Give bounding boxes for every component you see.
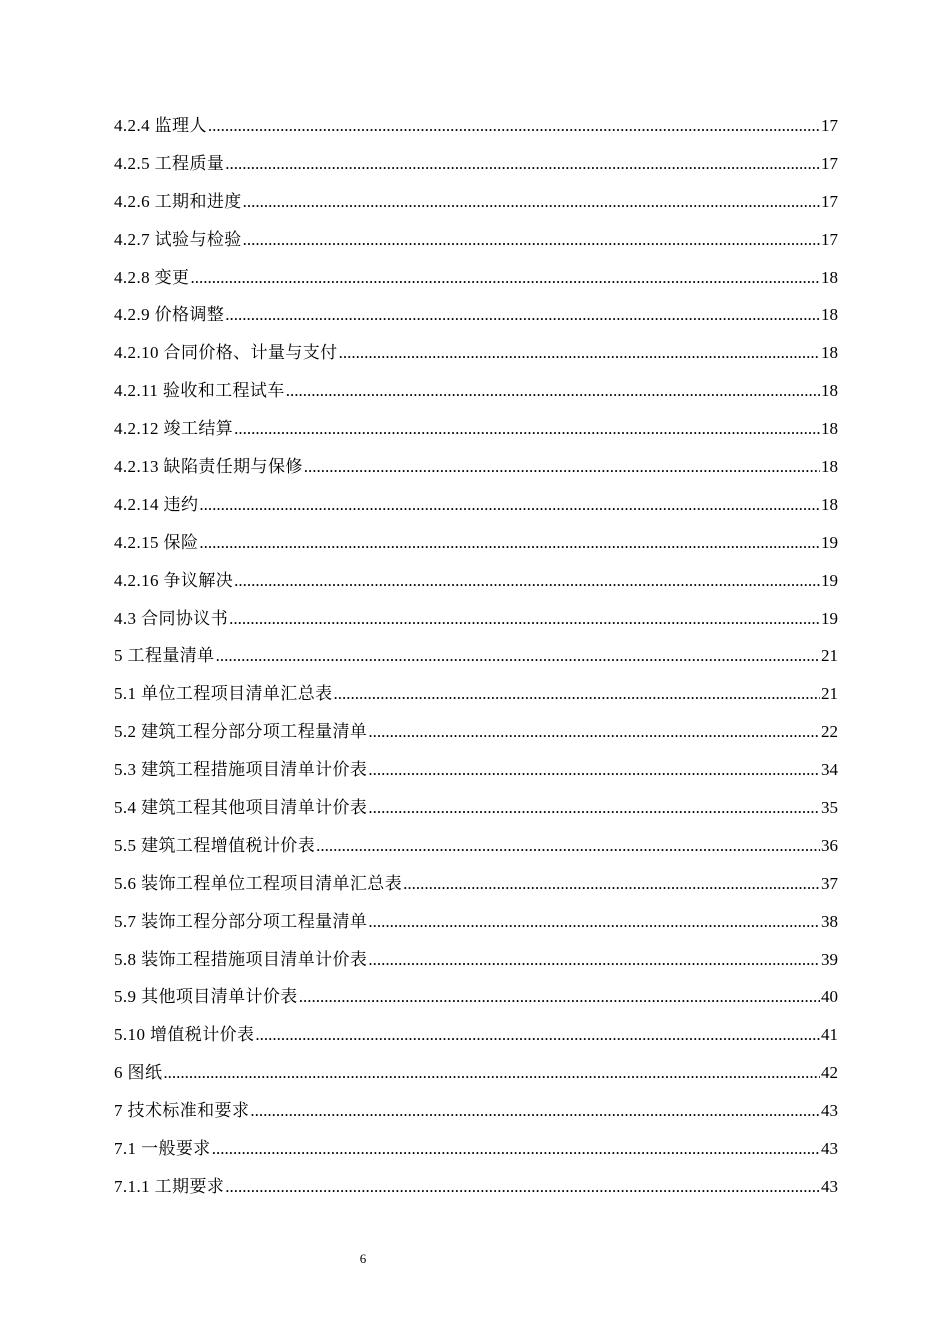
toc-dot-leader bbox=[299, 978, 820, 1016]
toc-entry-title: 5.5 建筑工程增值税计价表 bbox=[114, 835, 316, 855]
toc-entry-title: 5.6 装饰工程单位工程项目清单汇总表 bbox=[114, 873, 403, 893]
toc-entry-title: 4.2.6 工期和进度 bbox=[114, 191, 242, 211]
toc-entry[interactable] bbox=[114, 448, 838, 486]
toc-entry-page: 39 bbox=[821, 949, 838, 969]
toc-entry-page: 35 bbox=[821, 798, 838, 818]
table-of-contents bbox=[114, 107, 838, 1206]
toc-entry-page: 18 bbox=[821, 419, 838, 439]
toc-entry[interactable] bbox=[114, 524, 838, 562]
toc-entry-title: 4.2.5 工程质量 bbox=[114, 153, 225, 173]
toc-entry-title: 4.2.13 缺陷责任期与保修 bbox=[114, 457, 303, 477]
toc-dot-leader bbox=[368, 713, 820, 751]
toc-dot-leader bbox=[243, 221, 820, 259]
toc-entry[interactable] bbox=[114, 486, 838, 524]
toc-entry-page: 21 bbox=[821, 684, 838, 704]
toc-entry[interactable] bbox=[114, 145, 838, 183]
toc-entry[interactable] bbox=[114, 1130, 838, 1168]
toc-dot-leader bbox=[234, 562, 820, 600]
toc-entry-title: 4.2.4 监理人 bbox=[114, 116, 207, 135]
toc-dot-leader bbox=[208, 107, 820, 145]
toc-dot-leader bbox=[368, 941, 820, 979]
toc-entry-page: 38 bbox=[821, 911, 838, 931]
toc-entry-title: 5.2 建筑工程分部分项工程量清单 bbox=[114, 722, 368, 742]
toc-entry-title: 4.2.16 争议解决 bbox=[114, 570, 234, 590]
toc-dot-leader bbox=[190, 259, 820, 297]
toc-entry-page: 36 bbox=[821, 835, 838, 855]
toc-entry-title: 6 图纸 bbox=[114, 1063, 163, 1083]
toc-entry[interactable] bbox=[114, 1016, 838, 1054]
toc-dot-leader bbox=[234, 410, 820, 448]
toc-dot-leader bbox=[334, 675, 821, 713]
toc-dot-leader bbox=[216, 637, 820, 675]
toc-entry-page: 43 bbox=[821, 1101, 838, 1121]
toc-dot-leader bbox=[304, 448, 820, 486]
toc-entry[interactable] bbox=[114, 334, 838, 372]
toc-entry-title: 4.2.15 保险 bbox=[114, 532, 199, 552]
toc-dot-leader bbox=[225, 296, 820, 334]
toc-dot-leader bbox=[225, 145, 820, 183]
page-number: 6 bbox=[359, 1251, 367, 1266]
toc-entry-title: 4.2.7 试验与检验 bbox=[114, 229, 242, 249]
toc-entry-title: 5 工程量清单 bbox=[114, 646, 215, 666]
toc-entry-page: 19 bbox=[821, 532, 838, 552]
toc-entry-page: 42 bbox=[821, 1063, 838, 1083]
toc-dot-leader bbox=[250, 1092, 820, 1130]
toc-entry-page: 17 bbox=[821, 153, 838, 173]
toc-entry-page: 37 bbox=[821, 873, 838, 893]
toc-entry[interactable] bbox=[114, 259, 838, 297]
toc-entry-page: 19 bbox=[821, 608, 838, 628]
toc-entry[interactable] bbox=[114, 978, 838, 1016]
toc-entry-title: 5.9 其他项目清单计价表 bbox=[114, 987, 298, 1007]
toc-entry-title: 7.1 一般要求 bbox=[114, 1139, 211, 1159]
toc-entry[interactable] bbox=[114, 183, 838, 221]
toc-entry[interactable] bbox=[114, 410, 838, 448]
toc-entry[interactable] bbox=[114, 600, 838, 638]
toc-entry-page: 18 bbox=[821, 494, 838, 514]
toc-entry-title: 4.2.11 验收和工程试车 bbox=[114, 381, 285, 401]
toc-dot-leader bbox=[286, 372, 820, 410]
toc-entry[interactable] bbox=[114, 827, 838, 865]
toc-entry-page: 21 bbox=[821, 646, 838, 666]
toc-entry-page: 18 bbox=[821, 343, 838, 363]
toc-entry[interactable] bbox=[114, 637, 838, 675]
toc-dot-leader bbox=[163, 1054, 820, 1092]
toc-dot-leader bbox=[403, 865, 820, 903]
toc-dot-leader bbox=[212, 1130, 820, 1168]
toc-dot-leader bbox=[339, 334, 820, 372]
toc-entry-page: 34 bbox=[821, 760, 838, 780]
toc-entry-title: 4.2.14 违约 bbox=[114, 494, 199, 514]
toc-entry-title: 4.2.12 竣工结算 bbox=[114, 419, 234, 439]
toc-entry[interactable] bbox=[114, 941, 838, 979]
toc-entry-page: 41 bbox=[821, 1025, 838, 1045]
toc-dot-leader bbox=[229, 600, 820, 638]
toc-entry-title: 7 技术标准和要求 bbox=[114, 1101, 250, 1121]
toc-dot-leader bbox=[368, 751, 820, 789]
toc-entry-title: 5.10 增值税计价表 bbox=[114, 1025, 255, 1045]
toc-entry-page: 18 bbox=[821, 267, 838, 287]
toc-entry-page: 17 bbox=[821, 191, 838, 211]
toc-dot-leader bbox=[255, 1016, 820, 1054]
toc-entry-page: 40 bbox=[821, 987, 838, 1007]
toc-entry[interactable] bbox=[114, 372, 838, 410]
toc-entry-page: 17 bbox=[821, 116, 838, 135]
toc-entry-title: 5.3 建筑工程措施项目清单计价表 bbox=[114, 760, 368, 780]
toc-dot-leader bbox=[199, 486, 820, 524]
toc-dot-leader bbox=[199, 524, 820, 562]
toc-entry-page: 43 bbox=[821, 1139, 838, 1159]
toc-entry[interactable] bbox=[114, 1168, 838, 1206]
toc-entry-title: 4.2.8 变更 bbox=[114, 267, 190, 287]
toc-dot-leader bbox=[316, 827, 820, 865]
toc-dot-leader bbox=[243, 183, 820, 221]
toc-dot-leader bbox=[225, 1168, 820, 1206]
toc-entry-title: 5.1 单位工程项目清单汇总表 bbox=[114, 684, 333, 704]
toc-entry[interactable] bbox=[114, 221, 838, 259]
toc-entry-page: 19 bbox=[821, 570, 838, 590]
toc-entry-title: 4.2.9 价格调整 bbox=[114, 305, 225, 325]
toc-entry-page: 17 bbox=[821, 229, 838, 249]
toc-entry[interactable] bbox=[114, 562, 838, 600]
toc-entry[interactable] bbox=[114, 865, 838, 903]
toc-entry[interactable] bbox=[114, 903, 838, 941]
toc-entry[interactable] bbox=[114, 107, 838, 145]
toc-dot-leader bbox=[368, 903, 820, 941]
toc-entry-title: 5.8 装饰工程措施项目清单计价表 bbox=[114, 949, 368, 969]
toc-dot-leader bbox=[368, 789, 820, 827]
toc-entry[interactable] bbox=[114, 789, 838, 827]
toc-entry[interactable] bbox=[114, 713, 838, 751]
toc-entry[interactable] bbox=[114, 296, 838, 334]
toc-entry[interactable] bbox=[114, 1054, 838, 1092]
toc-entry-title: 4.2.10 合同价格、计量与支付 bbox=[114, 343, 338, 363]
toc-entry-page: 18 bbox=[821, 305, 838, 325]
toc-entry[interactable] bbox=[114, 675, 838, 713]
toc-entry-title: 4.3 合同协议书 bbox=[114, 608, 229, 628]
toc-entry-title: 5.4 建筑工程其他项目清单计价表 bbox=[114, 798, 368, 818]
toc-entry-title: 5.7 装饰工程分部分项工程量清单 bbox=[114, 911, 368, 931]
toc-entry-page: 18 bbox=[821, 381, 838, 401]
toc-entry-page: 43 bbox=[821, 1176, 838, 1196]
toc-entry-title: 7.1.1 工期要求 bbox=[114, 1176, 225, 1196]
toc-entry[interactable] bbox=[114, 751, 838, 789]
toc-entry[interactable] bbox=[114, 1092, 838, 1130]
toc-entry-page: 22 bbox=[821, 722, 838, 742]
toc-entry-page: 18 bbox=[821, 457, 838, 477]
